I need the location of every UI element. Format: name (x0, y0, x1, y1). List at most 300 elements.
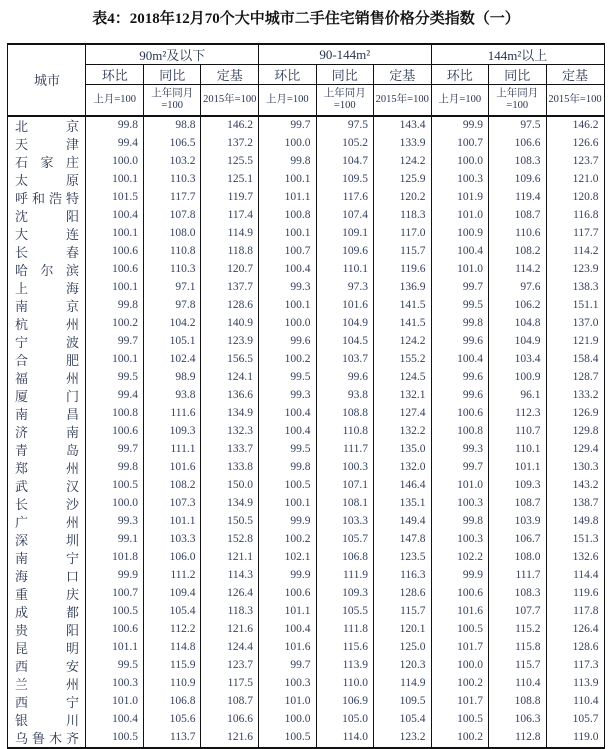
value-cell: 113.9 (316, 657, 374, 675)
value-cell: 146.4 (374, 477, 432, 495)
city-name: 广州 (14, 514, 79, 530)
value-cell: 109.3 (316, 585, 374, 603)
value-cell: 110.4 (489, 675, 547, 693)
value-cell: 137.2 (201, 135, 259, 153)
city-name: 沈阳 (14, 208, 79, 224)
city-cell (8, 135, 86, 153)
value-cell: 156.5 (201, 351, 259, 369)
value-cell: 99.4 (86, 387, 144, 405)
value-cell: 118.8 (201, 243, 259, 261)
value-cell: 100.1 (86, 279, 144, 297)
value-cell: 113.7 (143, 729, 201, 748)
header-base-2015: 2015年=100 (546, 85, 604, 116)
value-cell: 133.7 (201, 441, 259, 459)
city-name: 西安 (14, 658, 79, 674)
value-cell: 152.8 (201, 531, 259, 549)
value-cell: 133.8 (201, 459, 259, 477)
value-cell: 99.6 (259, 333, 317, 351)
value-cell: 110.0 (316, 675, 374, 693)
value-cell: 124.5 (374, 369, 432, 387)
header-metric-yoy: 同比 (143, 65, 201, 85)
value-cell: 128.6 (546, 639, 604, 657)
city-name: 贵阳 (14, 622, 79, 638)
value-cell: 100.5 (86, 729, 144, 748)
value-cell: 97.5 (316, 116, 374, 135)
value-cell: 100.2 (259, 531, 317, 549)
city-name: 宁波 (14, 334, 79, 350)
value-cell: 100.4 (259, 621, 317, 639)
city-cell (8, 657, 86, 675)
value-cell: 118.3 (201, 603, 259, 621)
value-cell: 115.7 (489, 657, 547, 675)
value-cell: 101.0 (431, 207, 489, 225)
value-cell: 105.5 (316, 603, 374, 621)
value-cell: 99.3 (86, 513, 144, 531)
value-cell: 101.1 (259, 189, 317, 207)
value-cell: 120.1 (374, 621, 432, 639)
city-name: 武汉 (14, 478, 79, 494)
value-cell: 100.7 (86, 585, 144, 603)
value-cell: 100.5 (431, 711, 489, 729)
value-cell: 105.4 (374, 711, 432, 729)
value-cell: 99.6 (431, 387, 489, 405)
value-cell: 110.9 (143, 675, 201, 693)
value-cell: 112.2 (143, 621, 201, 639)
value-cell: 114.4 (546, 567, 604, 585)
value-cell: 117.7 (546, 225, 604, 243)
table-row (8, 243, 604, 261)
value-cell: 102.4 (143, 351, 201, 369)
city-name: 兰州 (14, 677, 79, 692)
value-cell: 108.0 (143, 225, 201, 243)
value-cell: 100.3 (316, 459, 374, 477)
header-metric-mom: 环比 (86, 65, 144, 85)
value-cell: 115.9 (143, 657, 201, 675)
value-cell: 99.7 (259, 657, 317, 675)
value-cell: 143.4 (374, 116, 432, 135)
value-cell: 125.1 (201, 171, 259, 189)
value-cell: 100.1 (259, 171, 317, 189)
value-cell: 101.0 (259, 693, 317, 711)
table-row (8, 171, 604, 189)
table-row (8, 549, 604, 567)
value-cell: 107.4 (316, 207, 374, 225)
value-cell: 99.3 (259, 279, 317, 297)
table-row (8, 225, 604, 243)
value-cell: 100.1 (259, 297, 317, 315)
value-cell: 117.8 (546, 603, 604, 621)
value-cell: 119.0 (546, 729, 604, 748)
value-cell: 101.0 (431, 261, 489, 279)
value-cell: 136.6 (201, 387, 259, 405)
city-cell (8, 261, 86, 279)
table-row (8, 153, 604, 171)
value-cell: 105.2 (316, 135, 374, 153)
value-cell: 114.2 (489, 261, 547, 279)
city-cell (8, 315, 86, 333)
value-cell: 100.3 (431, 495, 489, 513)
value-cell: 101.1 (143, 513, 201, 531)
value-cell: 115.2 (489, 621, 547, 639)
city-cell (8, 189, 86, 207)
table-row (8, 189, 604, 207)
value-cell: 138.7 (546, 495, 604, 513)
price-index-table (7, 43, 604, 749)
value-cell: 149.8 (546, 513, 604, 531)
value-cell: 93.8 (143, 387, 201, 405)
value-cell: 128.6 (374, 585, 432, 603)
value-cell: 108.1 (316, 495, 374, 513)
value-cell: 106.8 (143, 693, 201, 711)
value-cell: 101.9 (431, 189, 489, 207)
value-cell: 100.9 (489, 369, 547, 387)
city-cell (8, 729, 86, 748)
value-cell: 132.3 (201, 423, 259, 441)
city-cell (8, 549, 86, 567)
header-base-lastmonth: 上月=100 (431, 85, 489, 116)
city-cell (8, 369, 86, 387)
city-name: 郑州 (14, 460, 79, 476)
value-cell: 133.2 (546, 387, 604, 405)
value-cell: 101.7 (431, 693, 489, 711)
value-cell: 117.7 (143, 189, 201, 207)
value-cell: 99.6 (431, 333, 489, 351)
table-row (8, 567, 604, 585)
value-cell: 96.1 (489, 387, 547, 405)
value-cell: 100.0 (86, 153, 144, 171)
city-name: 昆明 (14, 640, 79, 656)
value-cell: 114.8 (143, 639, 201, 657)
value-cell: 93.8 (316, 387, 374, 405)
table-row (8, 603, 604, 621)
value-cell: 99.6 (316, 369, 374, 387)
metric-header-row (8, 65, 604, 85)
value-cell: 107.3 (143, 495, 201, 513)
value-cell: 100.6 (86, 261, 144, 279)
value-cell: 151.1 (546, 297, 604, 315)
header-metric-fixedbase: 定基 (546, 65, 604, 85)
value-cell: 140.9 (201, 315, 259, 333)
value-cell: 111.1 (143, 441, 201, 459)
value-cell: 99.9 (431, 567, 489, 585)
table-row (8, 279, 604, 297)
value-cell: 100.3 (86, 675, 144, 693)
value-cell: 99.8 (259, 153, 317, 171)
value-cell: 106.6 (201, 711, 259, 729)
value-cell: 108.2 (143, 477, 201, 495)
city-cell (8, 207, 86, 225)
value-cell: 101.0 (86, 693, 144, 711)
value-cell: 121.9 (546, 333, 604, 351)
value-cell: 109.5 (316, 171, 374, 189)
value-cell: 100.3 (431, 531, 489, 549)
value-cell: 101.6 (431, 603, 489, 621)
value-cell: 132.1 (374, 387, 432, 405)
value-cell: 100.6 (86, 243, 144, 261)
header-metric-mom: 环比 (259, 65, 317, 85)
value-cell: 110.8 (316, 423, 374, 441)
table-row (8, 405, 604, 423)
value-cell: 102.1 (259, 549, 317, 567)
value-cell: 111.7 (489, 567, 547, 585)
value-cell: 101.6 (143, 459, 201, 477)
value-cell: 99.5 (431, 297, 489, 315)
value-cell: 100.2 (431, 729, 489, 748)
city-cell (8, 351, 86, 369)
value-cell: 108.8 (316, 405, 374, 423)
header-base-lastyear: 上年同月=100 (143, 85, 201, 116)
value-cell: 137.7 (201, 279, 259, 297)
header-base-2015: 2015年=100 (201, 85, 259, 116)
value-cell: 109.6 (489, 171, 547, 189)
value-cell: 117.5 (201, 675, 259, 693)
value-cell: 146.2 (201, 116, 259, 135)
value-cell: 116.8 (546, 207, 604, 225)
city-cell (8, 171, 86, 189)
value-cell: 100.4 (86, 711, 144, 729)
value-cell: 117.0 (374, 225, 432, 243)
table-row (8, 207, 604, 225)
value-cell: 105.7 (546, 711, 604, 729)
city-cell (8, 495, 86, 513)
value-cell: 100.2 (259, 351, 317, 369)
table-row (8, 621, 604, 639)
value-cell: 100.4 (259, 405, 317, 423)
value-cell: 119.6 (546, 585, 604, 603)
value-cell: 100.4 (431, 351, 489, 369)
value-cell: 124.1 (201, 369, 259, 387)
value-cell: 110.1 (489, 441, 547, 459)
city-cell (8, 693, 86, 711)
value-cell: 114.0 (316, 729, 374, 748)
value-cell: 104.8 (489, 315, 547, 333)
value-cell: 100.4 (431, 243, 489, 261)
value-cell: 99.8 (86, 116, 144, 135)
header-base-lastyear: 上年同月=100 (489, 85, 547, 116)
table-row (8, 369, 604, 387)
value-cell: 121.1 (201, 549, 259, 567)
value-cell: 99.8 (86, 459, 144, 477)
city-name: 成都 (14, 604, 79, 620)
value-cell: 100.2 (431, 675, 489, 693)
value-cell: 109.4 (143, 585, 201, 603)
city-name: 哈尔滨 (14, 262, 79, 278)
value-cell: 150.0 (201, 477, 259, 495)
value-cell: 112.3 (489, 405, 547, 423)
value-cell: 103.3 (316, 513, 374, 531)
value-cell: 107.8 (143, 207, 201, 225)
table-row (8, 261, 604, 279)
value-cell: 110.3 (143, 171, 201, 189)
value-cell: 138.3 (546, 279, 604, 297)
value-cell: 125.0 (374, 639, 432, 657)
city-cell (8, 567, 86, 585)
value-cell: 108.3 (489, 153, 547, 171)
value-cell: 124.2 (374, 153, 432, 171)
page-title: 表4：2018年12月70个大中城市二手住宅销售价格分类指数（一） (92, 11, 520, 27)
value-cell: 98.9 (143, 369, 201, 387)
value-cell: 136.9 (374, 279, 432, 297)
value-cell: 99.8 (431, 315, 489, 333)
value-cell: 134.9 (201, 405, 259, 423)
value-cell: 120.8 (546, 189, 604, 207)
value-cell: 105.1 (143, 333, 201, 351)
city-cell (8, 116, 86, 135)
city-name: 海口 (14, 568, 79, 584)
value-cell: 100.6 (86, 423, 144, 441)
value-cell: 116.3 (374, 567, 432, 585)
table-row (8, 441, 604, 459)
value-cell: 121.6 (201, 729, 259, 748)
table-body (8, 116, 604, 749)
value-cell: 158.4 (546, 351, 604, 369)
value-cell: 100.7 (259, 243, 317, 261)
value-cell: 99.7 (86, 333, 144, 351)
value-cell: 137.0 (546, 315, 604, 333)
value-cell: 99.7 (431, 459, 489, 477)
value-cell: 111.7 (316, 441, 374, 459)
value-cell: 111.9 (316, 567, 374, 585)
value-cell: 127.4 (374, 405, 432, 423)
value-cell: 155.2 (374, 351, 432, 369)
value-cell: 104.5 (316, 333, 374, 351)
value-cell: 97.5 (489, 116, 547, 135)
value-cell: 115.7 (374, 243, 432, 261)
value-cell: 130.3 (546, 459, 604, 477)
value-cell: 104.9 (316, 315, 374, 333)
value-cell: 100.1 (259, 225, 317, 243)
value-cell: 101.1 (259, 603, 317, 621)
value-cell: 99.9 (259, 567, 317, 585)
value-cell: 101.1 (86, 639, 144, 657)
city-cell (8, 423, 86, 441)
value-cell: 100.5 (86, 477, 144, 495)
table-row (8, 135, 604, 153)
value-cell: 100.8 (259, 207, 317, 225)
value-cell: 129.4 (546, 441, 604, 459)
value-cell: 99.7 (86, 441, 144, 459)
value-cell: 101.1 (489, 459, 547, 477)
table-row (8, 116, 604, 135)
value-cell: 100.8 (86, 405, 144, 423)
table-header (8, 44, 604, 116)
value-cell: 105.0 (316, 711, 374, 729)
value-cell: 109.5 (374, 693, 432, 711)
value-cell: 106.9 (316, 693, 374, 711)
city-cell (8, 441, 86, 459)
value-cell: 99.8 (86, 297, 144, 315)
table-row (8, 513, 604, 531)
value-cell: 114.9 (201, 225, 259, 243)
value-cell: 108.0 (489, 549, 547, 567)
value-cell: 105.4 (143, 603, 201, 621)
city-name: 大连 (14, 226, 79, 242)
value-cell: 128.6 (201, 297, 259, 315)
value-cell: 117.3 (546, 657, 604, 675)
value-cell: 124.2 (374, 333, 432, 351)
value-cell: 106.8 (316, 549, 374, 567)
value-cell: 111.6 (143, 405, 201, 423)
value-cell: 99.5 (259, 441, 317, 459)
value-cell: 123.9 (546, 261, 604, 279)
value-cell: 99.6 (431, 369, 489, 387)
table-row (8, 495, 604, 513)
value-cell: 121.6 (201, 621, 259, 639)
value-cell: 100.5 (259, 477, 317, 495)
value-cell: 105.7 (316, 531, 374, 549)
value-cell: 110.4 (546, 693, 604, 711)
value-cell: 100.3 (259, 675, 317, 693)
value-cell: 111.8 (316, 621, 374, 639)
city-cell (8, 531, 86, 549)
value-cell: 100.3 (431, 171, 489, 189)
city-cell (8, 243, 86, 261)
value-cell: 146.2 (546, 116, 604, 135)
value-cell: 106.0 (143, 549, 201, 567)
city-name: 重庆 (14, 586, 79, 602)
value-cell: 103.2 (143, 153, 201, 171)
value-cell: 113.9 (546, 675, 604, 693)
value-cell: 110.6 (489, 225, 547, 243)
city-name: 青岛 (14, 442, 79, 458)
value-cell: 106.2 (489, 297, 547, 315)
value-cell: 126.6 (546, 135, 604, 153)
city-name: 呼和浩特 (14, 190, 79, 206)
value-cell: 100.0 (431, 153, 489, 171)
value-cell: 101.6 (259, 639, 317, 657)
value-cell: 117.6 (316, 189, 374, 207)
table-row (8, 315, 604, 333)
value-cell: 106.7 (489, 531, 547, 549)
city-name: 福州 (14, 370, 79, 386)
table-row (8, 639, 604, 657)
value-cell: 106.6 (489, 135, 547, 153)
value-cell: 117.4 (201, 207, 259, 225)
header-metric-fixedbase: 定基 (374, 65, 432, 85)
value-cell: 99.1 (86, 531, 144, 549)
table-row (8, 351, 604, 369)
value-cell: 120.2 (374, 189, 432, 207)
city-name: 乌鲁木齐 (14, 731, 79, 747)
table-row (8, 675, 604, 693)
value-cell: 100.1 (86, 351, 144, 369)
value-cell: 109.3 (143, 423, 201, 441)
city-cell (8, 405, 86, 423)
city-cell (8, 639, 86, 657)
table-row (8, 585, 604, 603)
city-cell (8, 459, 86, 477)
value-cell: 118.3 (374, 207, 432, 225)
value-cell: 109.1 (316, 225, 374, 243)
value-cell: 101.6 (316, 297, 374, 315)
city-name: 深圳 (14, 532, 79, 548)
value-cell: 97.1 (143, 279, 201, 297)
city-name: 北京 (14, 118, 79, 134)
value-cell: 100.1 (86, 171, 144, 189)
value-cell: 99.9 (259, 513, 317, 531)
city-cell (8, 333, 86, 351)
value-cell: 101.8 (86, 549, 144, 567)
value-cell: 100.0 (259, 135, 317, 153)
value-cell: 115.6 (316, 639, 374, 657)
value-cell: 98.8 (143, 116, 201, 135)
value-cell: 100.8 (431, 423, 489, 441)
value-cell: 97.3 (316, 279, 374, 297)
table-row (8, 657, 604, 675)
value-cell: 108.7 (201, 693, 259, 711)
value-cell: 150.5 (201, 513, 259, 531)
value-cell: 99.8 (431, 513, 489, 531)
